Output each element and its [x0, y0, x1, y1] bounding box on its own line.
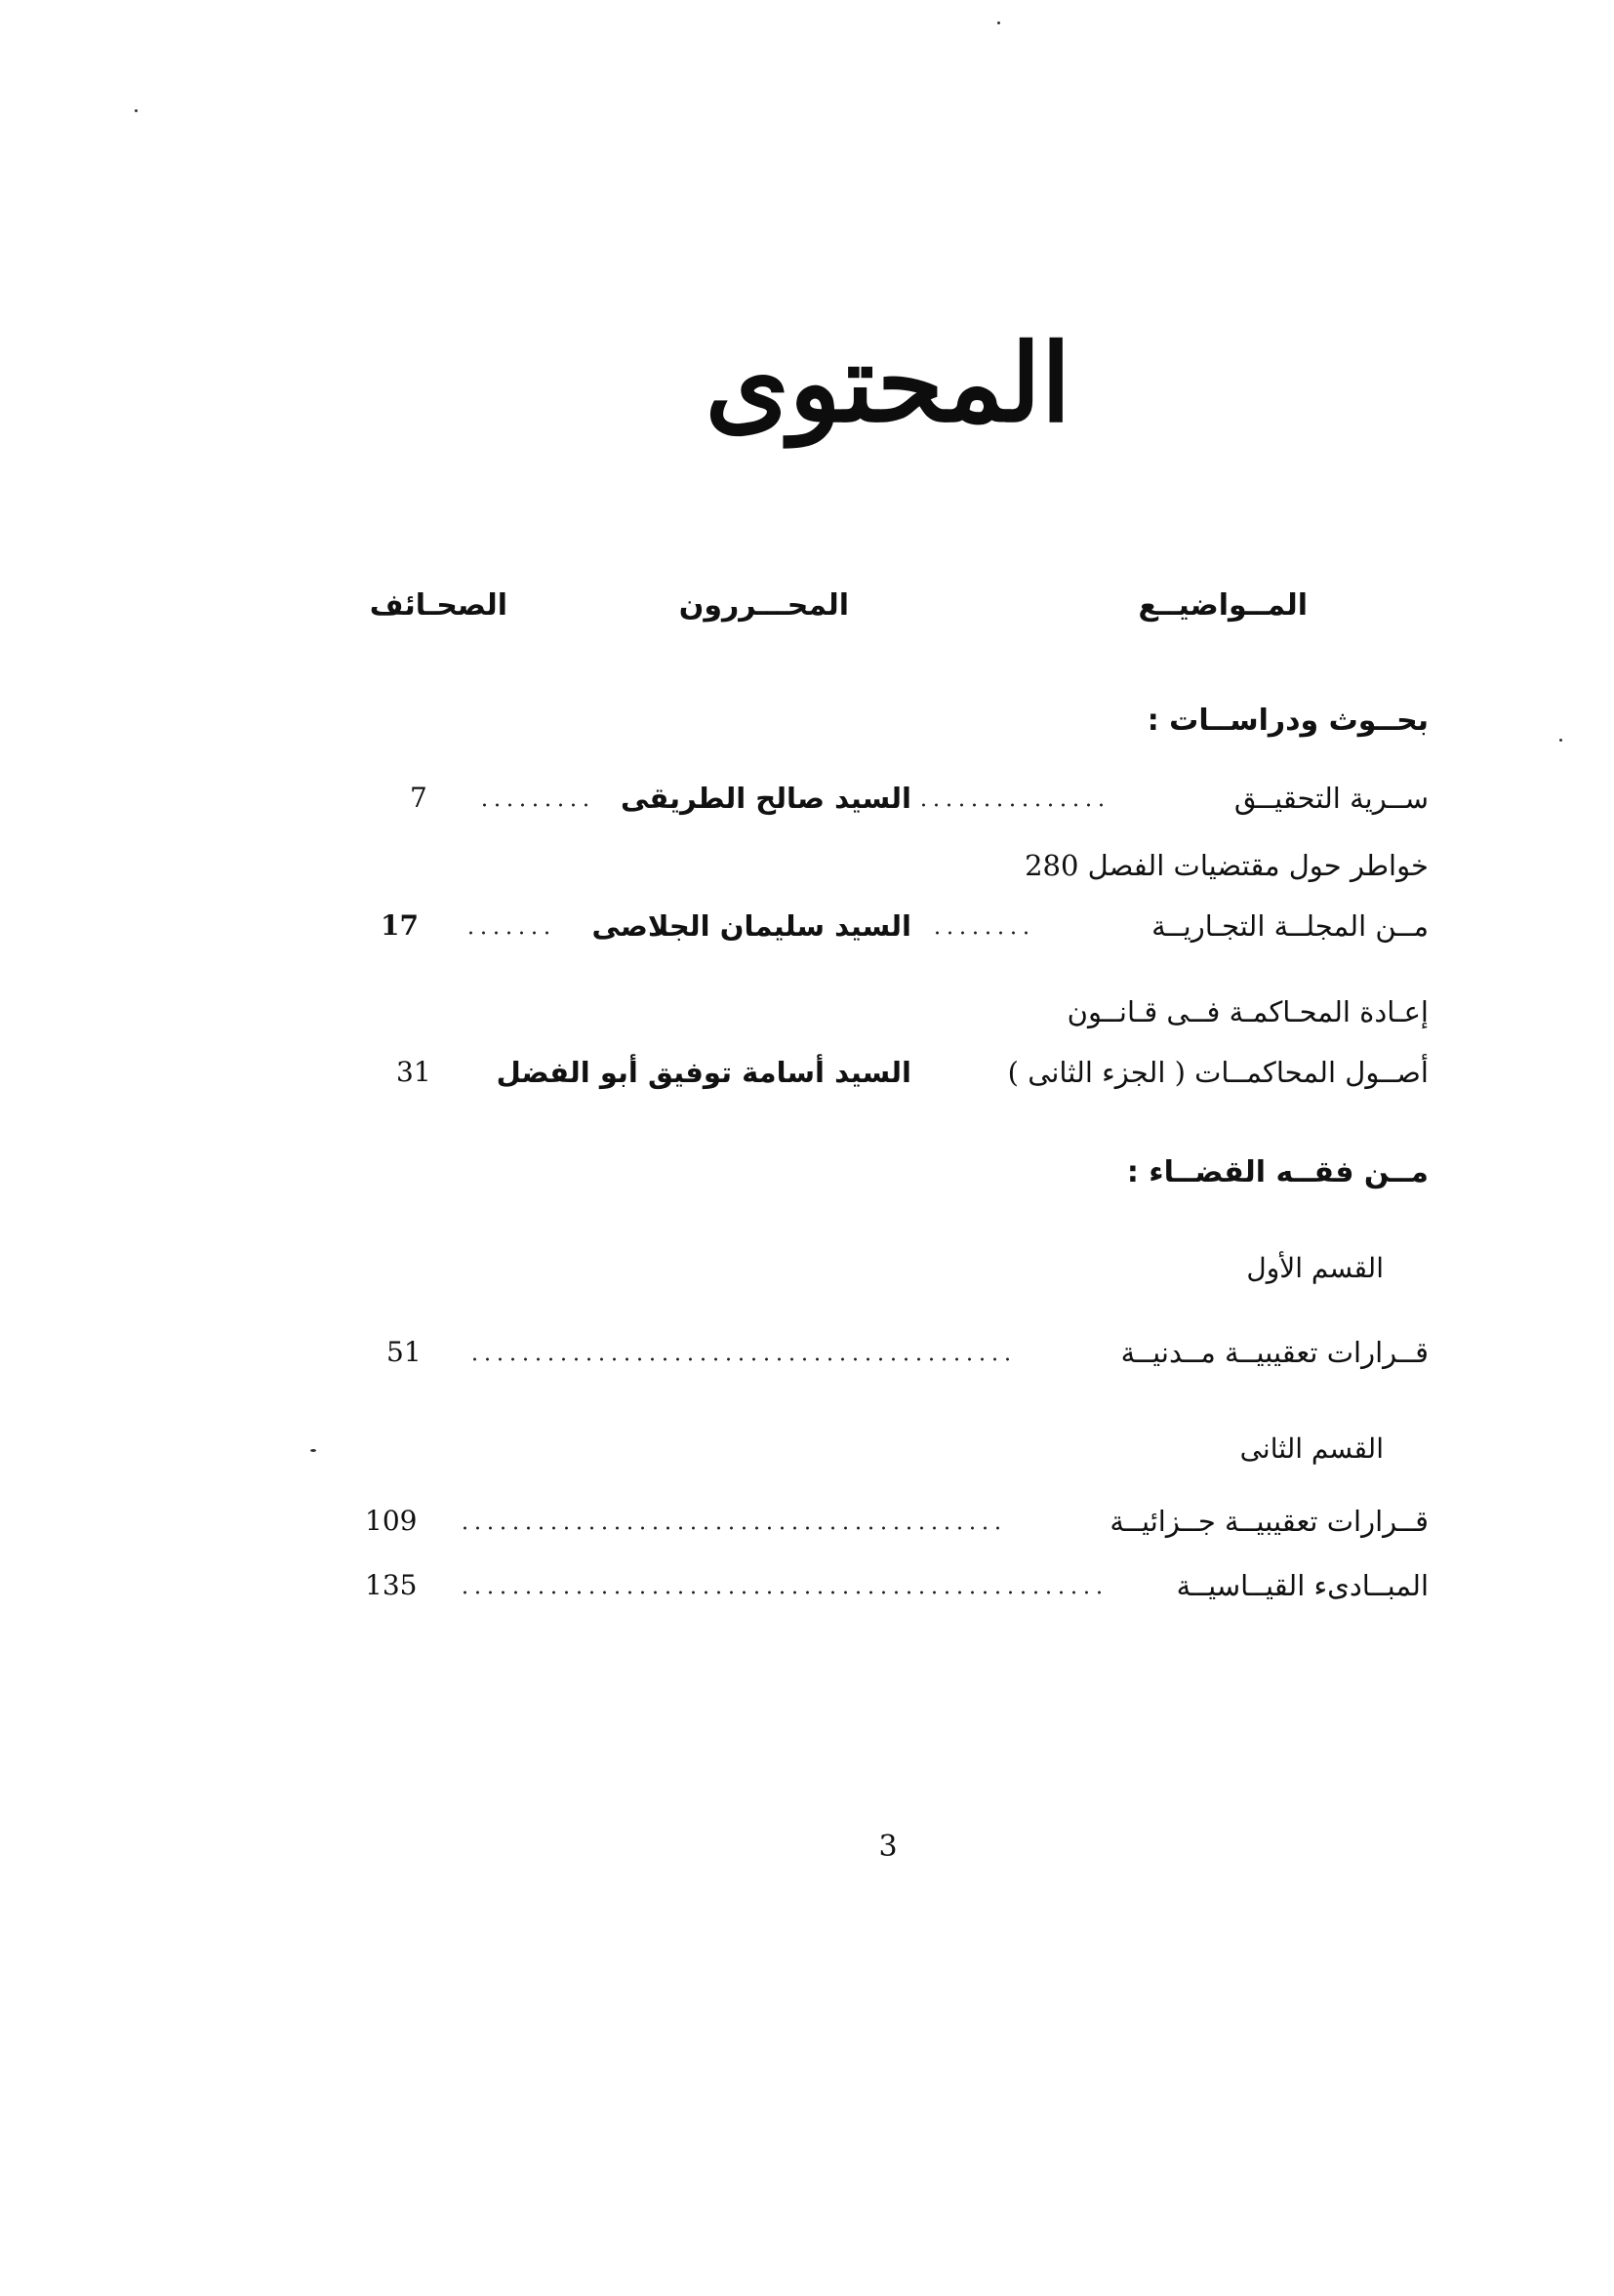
toc-entry-author: السيد سليمان الجلاصى	[591, 909, 911, 943]
dot-leader	[459, 1591, 1105, 1594]
toc-entry-topic-line1: خواطر حول مقتضيات الفصل 280	[1025, 849, 1429, 882]
dot-leader	[459, 1526, 1001, 1530]
column-header-topics: المــواضيــع	[1138, 588, 1308, 623]
toc-entry	[351, 1328, 1429, 1377]
toc-entry-page: 7	[410, 782, 427, 814]
toc-entry	[351, 774, 1429, 823]
toc-entry-page: 17	[381, 909, 419, 942]
dot-leader	[478, 803, 591, 807]
toc-entry-page: 51	[386, 1336, 422, 1368]
dot-leader	[931, 931, 1032, 935]
part-heading-first: القسم الأول	[1246, 1252, 1384, 1284]
section-heading-jurisprudence: مــن فقــه القضــاء :	[1126, 1155, 1429, 1189]
toc-entry-topic: ســرية التحقيــق	[1233, 782, 1429, 815]
column-header-pages: الصحـائف	[369, 588, 507, 623]
scan-speck	[135, 109, 138, 112]
toc-entry	[351, 1048, 1429, 1097]
toc-entry-author: السيد أسامة توفيق أبو الفضل	[496, 1056, 911, 1089]
toc-entry-topic: المبــادىء القيــاسيــة	[1176, 1569, 1429, 1602]
dot-leader	[917, 803, 1103, 807]
toc-entry-line	[351, 987, 1429, 1036]
scan-speck	[1559, 739, 1562, 742]
scan-speck	[997, 21, 1000, 24]
toc-entry	[351, 1561, 1429, 1610]
dot-leader	[464, 931, 552, 935]
toc-entry-topic: مــن المجلــة التجـاريــة	[1151, 909, 1429, 943]
toc-entry-author: السيد صالح الطريقى	[620, 782, 911, 815]
part-heading-second: القسم الثانى	[1239, 1432, 1384, 1465]
toc-entry	[351, 902, 1429, 950]
toc-entry-topic: قــرارات تعقيبيــة جــزائيــة	[1110, 1505, 1429, 1538]
column-header-authors: المحـــررون	[678, 588, 849, 623]
toc-entry-line	[351, 841, 1429, 890]
scan-speck	[310, 1449, 316, 1452]
dot-leader	[468, 1357, 1011, 1361]
page-title: المحتوى	[705, 320, 1071, 446]
toc-entry-page: 109	[365, 1505, 418, 1537]
toc-entry-topic-line1: إعـادة المحـاكمـة فــى قـانــون	[1067, 995, 1429, 1028]
toc-entry-topic: أصــول المحاكمــات ( الجزء الثانى )	[1007, 1056, 1429, 1089]
toc-entry-page: 31	[396, 1056, 431, 1088]
toc-entry	[351, 1497, 1429, 1546]
toc-entry-page: 135	[365, 1569, 418, 1601]
page-number: 3	[878, 1830, 898, 1864]
toc-entry-topic: قــرارات تعقيبيــة مــدنيــة	[1120, 1336, 1429, 1369]
section-heading-studies: بحــوث ودراســات :	[1147, 704, 1429, 738]
